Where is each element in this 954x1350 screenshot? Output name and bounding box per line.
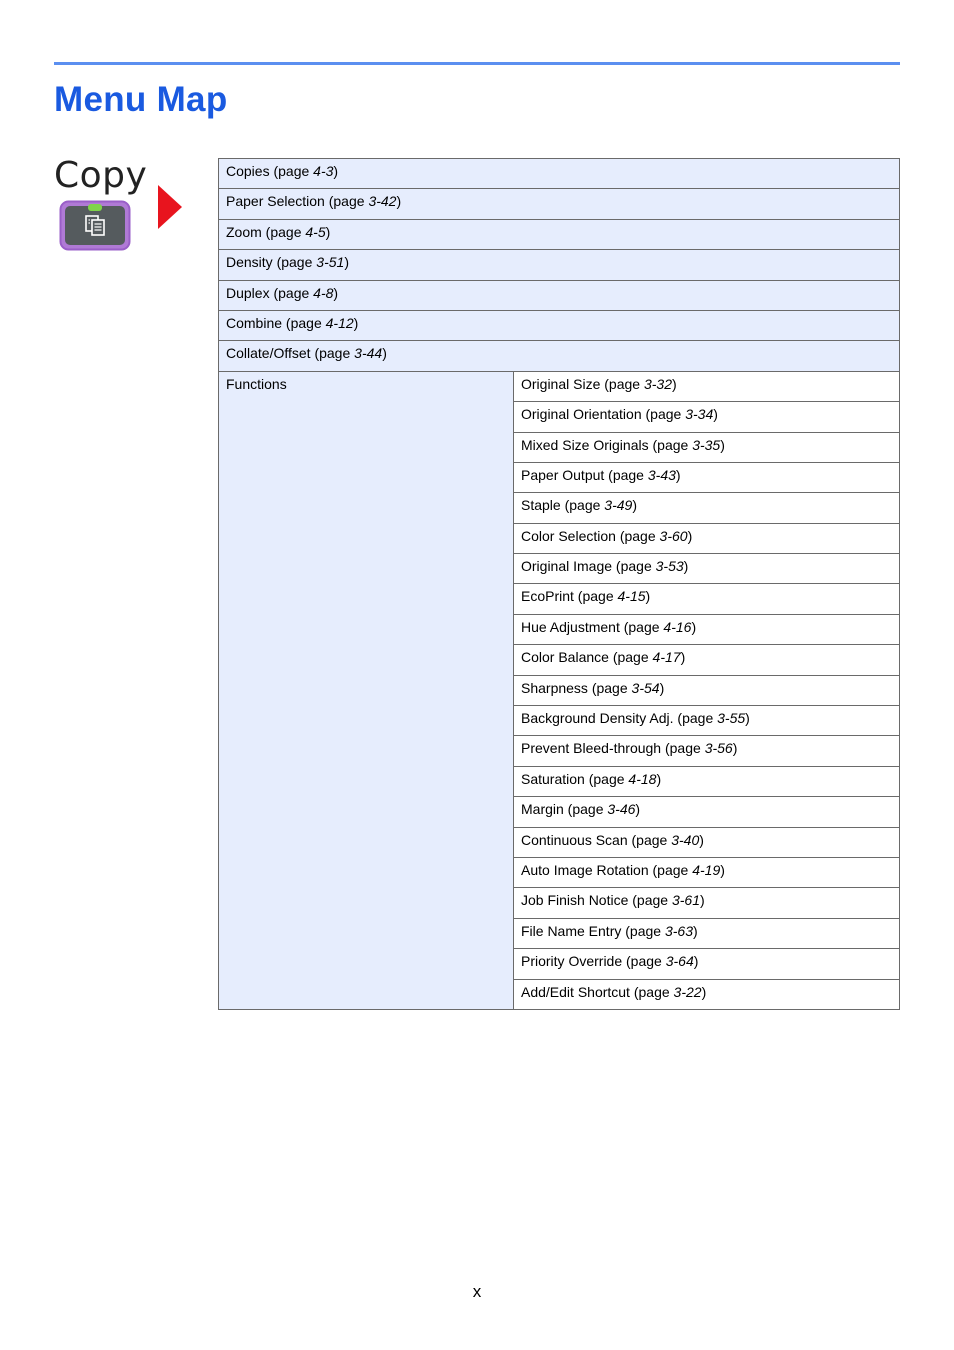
page-reference: 3-43: [647, 466, 676, 483]
function-item: [514, 402, 900, 432]
page-reference: 4-8: [313, 284, 334, 301]
page-reference-close: ): [353, 314, 359, 331]
menu-item-label: Collate/Offset (page: [226, 345, 355, 362]
menu-item-label: File Name Entry (page: [521, 922, 665, 939]
menu-item-label: Original Orientation (page: [521, 406, 686, 423]
page-reference-close: ): [333, 163, 339, 179]
menu-item-label: Priority Override (page: [521, 953, 666, 970]
menu-item-label: Copies (page: [226, 163, 314, 179]
page-reference-close: ): [692, 922, 698, 939]
page-reference-close: ): [325, 223, 331, 240]
page-reference-close: ): [699, 831, 704, 848]
page-reference-close: ): [382, 345, 387, 362]
page-reference: 3-55: [717, 710, 746, 727]
page-reference: 3-53: [655, 558, 684, 575]
page-reference: 4-15: [617, 588, 646, 605]
page-reference: 3-56: [704, 740, 733, 757]
menu-item-label: Zoom (page: [226, 223, 306, 240]
menu-item-label: Combine (page: [226, 314, 326, 331]
page-reference: 3-60: [659, 527, 688, 544]
page-reference: 3-49: [604, 497, 633, 514]
page-title: Menu Map: [54, 80, 228, 119]
menu-item-label: Density (page: [226, 254, 317, 271]
menu-map-table: [218, 158, 900, 1010]
page-reference: 3-40: [671, 831, 700, 848]
page-reference-close: ): [396, 193, 402, 210]
menu-item: [219, 189, 900, 219]
menu-item-label: Job Finish Notice (page: [521, 892, 672, 909]
page-reference-close: ): [333, 284, 339, 301]
page-reference-close: ): [693, 953, 699, 970]
page-reference: 3-35: [692, 436, 721, 453]
menu-row: [219, 250, 900, 280]
page-reference-close: ): [656, 770, 662, 787]
page-reference-close: ): [700, 892, 705, 909]
page-reference: 3-63: [664, 922, 693, 939]
page-reference: 4-17: [652, 649, 681, 666]
function-item: [514, 827, 900, 857]
copy-section-label: Copy: [54, 155, 148, 196]
page-reference: 3-42: [368, 193, 397, 210]
page-reference-close: ): [645, 588, 651, 605]
function-item: [514, 554, 900, 584]
page-reference-close: ): [713, 406, 718, 423]
page-reference: 3-54: [631, 679, 660, 696]
menu-item: [219, 280, 900, 310]
menu-item: [219, 250, 900, 280]
menu-row: [219, 341, 900, 371]
header-rule: [54, 62, 900, 65]
page-reference-close: ): [344, 254, 349, 271]
menu-item-label: Mixed Size Originals (page: [521, 436, 693, 453]
menu-item-label: Color Selection (page: [521, 527, 660, 544]
page-reference: 3-34: [685, 406, 714, 423]
page-reference: 3-22: [673, 983, 702, 1000]
menu-item-label: Paper Selection (page: [226, 193, 369, 210]
page-reference-close: ): [683, 558, 689, 575]
page-reference: 3-64: [665, 953, 694, 970]
function-item: [514, 493, 900, 523]
menu-row: [219, 159, 900, 189]
menu-item-label: Add/Edit Shortcut (page: [521, 983, 674, 1000]
menu-item: [219, 310, 900, 340]
menu-item-label: Prevent Bleed-through (page: [521, 740, 705, 757]
menu-item-label: Paper Output (page: [521, 466, 648, 483]
page-reference-close: ): [732, 740, 738, 757]
menu-item-label: Color Balance (page: [521, 649, 653, 666]
menu-item-label: Auto Image Rotation (page: [521, 861, 693, 878]
function-item: [514, 949, 900, 979]
page-number: x: [472, 1282, 482, 1301]
function-item: [514, 523, 900, 553]
page-reference: 4-16: [663, 618, 692, 635]
menu-item-label: Original Size (page: [521, 375, 644, 392]
menu-item: [219, 341, 900, 371]
page-reference: 4-18: [628, 770, 657, 787]
menu-item-label: Background Density Adj. (page: [521, 710, 718, 727]
menu-item-label: Continuous Scan (page: [521, 831, 672, 848]
function-row: [219, 371, 900, 401]
page-reference: 3-61: [671, 892, 700, 909]
page-reference: 4-12: [325, 314, 354, 331]
function-item: [514, 462, 900, 492]
page-reference-close: ): [720, 436, 725, 453]
page-reference: 4-19: [692, 861, 721, 878]
menu-row: [219, 189, 900, 219]
function-item: [514, 371, 900, 401]
menu-item-label: Staple (page: [521, 497, 605, 514]
page-reference: 3-46: [607, 801, 636, 818]
function-item: [514, 675, 900, 705]
function-item: [514, 766, 900, 796]
page-reference-close: ): [675, 466, 681, 483]
function-item: [514, 614, 900, 644]
red-triangle-arrow-icon: [158, 185, 182, 229]
page-reference-close: ): [635, 801, 641, 818]
menu-item-label: EcoPrint (page: [521, 588, 618, 605]
function-item: [514, 979, 900, 1009]
page-reference: 3-51: [316, 254, 345, 271]
menu-row: [219, 219, 900, 249]
page-reference-close: ): [720, 861, 725, 878]
page-reference-close: ): [687, 527, 693, 544]
page-reference: 3-44: [354, 345, 383, 362]
functions-label: Functions: [219, 371, 514, 1009]
menu-item: [219, 219, 900, 249]
function-item: [514, 645, 900, 675]
page-reference-close: ): [680, 649, 686, 666]
menu-item-label: Sharpness (page: [521, 679, 632, 696]
page-reference-close: ): [691, 618, 697, 635]
function-item: [514, 857, 900, 887]
menu-item-label: Hue Adjustment (page: [521, 618, 664, 635]
page-reference-close: ): [701, 983, 707, 1000]
menu-item-label: Duplex (page: [226, 284, 314, 301]
menu-item-label: Margin (page: [521, 801, 608, 818]
page-reference-close: ): [671, 375, 677, 392]
function-item: [514, 584, 900, 614]
menu-row: [219, 310, 900, 340]
function-item: [514, 888, 900, 918]
menu-item-label: Original Image (page: [521, 558, 656, 575]
function-item: [514, 797, 900, 827]
menu-item-label: Saturation (page: [521, 770, 629, 787]
page-reference-close: ): [659, 679, 665, 696]
menu-item: [219, 159, 900, 189]
page-reference-close: ): [745, 710, 750, 727]
page-reference: 4-3: [313, 163, 334, 179]
menu-row: [219, 280, 900, 310]
function-item: [514, 918, 900, 948]
function-item: [514, 706, 900, 736]
page-reference-close: ): [632, 497, 637, 514]
page-reference: 4-5: [305, 223, 326, 240]
function-item: [514, 736, 900, 766]
function-item: [514, 432, 900, 462]
copy-key-icon: [59, 200, 131, 251]
page-reference: 3-32: [643, 375, 672, 392]
